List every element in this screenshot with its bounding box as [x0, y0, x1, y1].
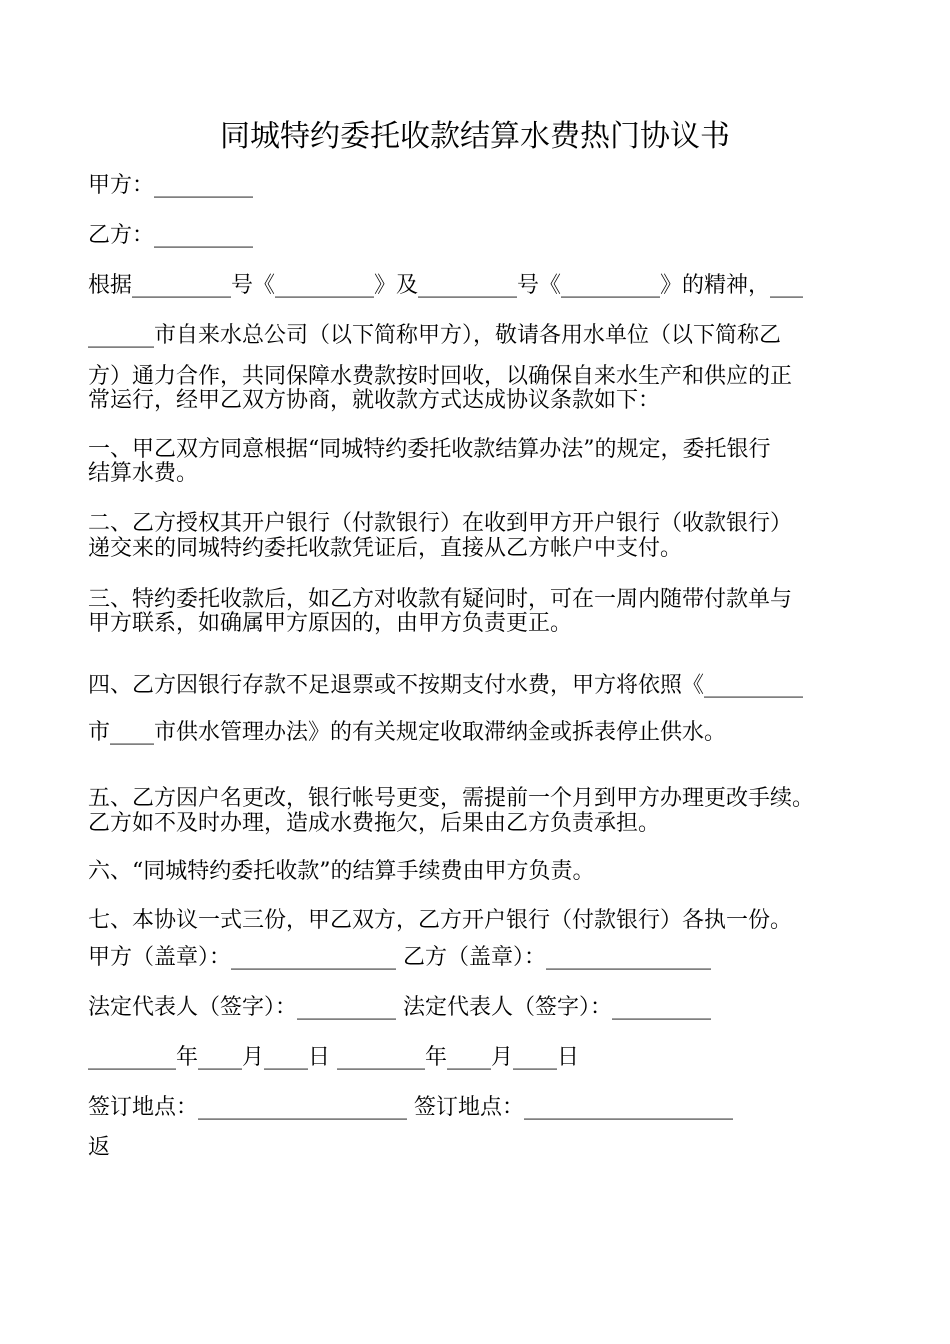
clause-3-line-2: 甲方联系，如确属甲方原因的，由甲方负责更正。	[88, 611, 573, 636]
return-text: 返	[88, 1135, 111, 1160]
party-a-line: 甲方：_________	[88, 173, 254, 198]
date-line: ________年____月____日 ________年____月____日	[88, 1045, 579, 1070]
party-b-line: 乙方：_________	[88, 223, 254, 248]
clause-3-line-1: 三、特约委托收款后，如乙方对收款有疑问时，可在一周内随带付款单与	[88, 587, 793, 612]
preamble-line-4: 常运行，经甲乙双方协商，就收款方式达成协议条款如下：	[88, 388, 661, 413]
clause-2-line-2: 递交来的同城特约委托收款凭证后，直接从乙方帐户中支付。	[88, 536, 683, 561]
clause-1-line-2: 结算水费。	[88, 461, 199, 486]
clause-4-line-1: 四、乙方因银行存款不足退票或不按期支付水费，甲方将依照《_________	[88, 673, 804, 698]
clause-5-line-2: 乙方如不及时办理，造成水费拖欠，后果由乙方负责承担。	[88, 811, 661, 836]
preamble-line-2: ______市自来水总公司（以下简称甲方），敬请各用水单位（以下简称乙	[88, 323, 782, 348]
clause-4-line-2: 市____市供水管理办法》的有关规定收取滞纳金或拆表停止供水。	[88, 720, 727, 745]
signing-place-line: 签订地点：___________________ 签订地点：___________________	[88, 1095, 733, 1120]
preamble-line-3: 方）通力合作，共同保障水费款按时回收，以确保自来水生产和供应的正	[88, 364, 793, 389]
seal-line: 甲方（盖章）：_______________ 乙方（盖章）：_______________	[88, 945, 711, 970]
document-title: 同城特约委托收款结算水费热门协议书	[220, 119, 730, 154]
clause-5-line-1: 五、乙方因户名更改，银行帐号更变，需提前一个月到甲方办理更改手续。	[88, 786, 815, 811]
preamble-line-1: 根据_________号《_________》及_________号《_________》的精神，___	[88, 273, 804, 298]
clause-7-line: 七、本协议一式三份，甲乙双方，乙方开户银行（付款银行）各执一份。	[88, 908, 793, 933]
clause-1-line-1: 一、甲乙双方同意根据“同城特约委托收款结算办法”的规定，委托银行	[88, 437, 771, 462]
legal-representative-line: 法定代表人（签字）：_________ 法定代表人（签字）：_________	[88, 995, 711, 1020]
clause-6-line: 六、“同城特约委托收款”的结算手续费由甲方负责。	[88, 859, 595, 884]
clause-2-line-1: 二、乙方授权其开户银行（付款银行）在收到甲方开户银行（收款银行）	[88, 511, 793, 536]
